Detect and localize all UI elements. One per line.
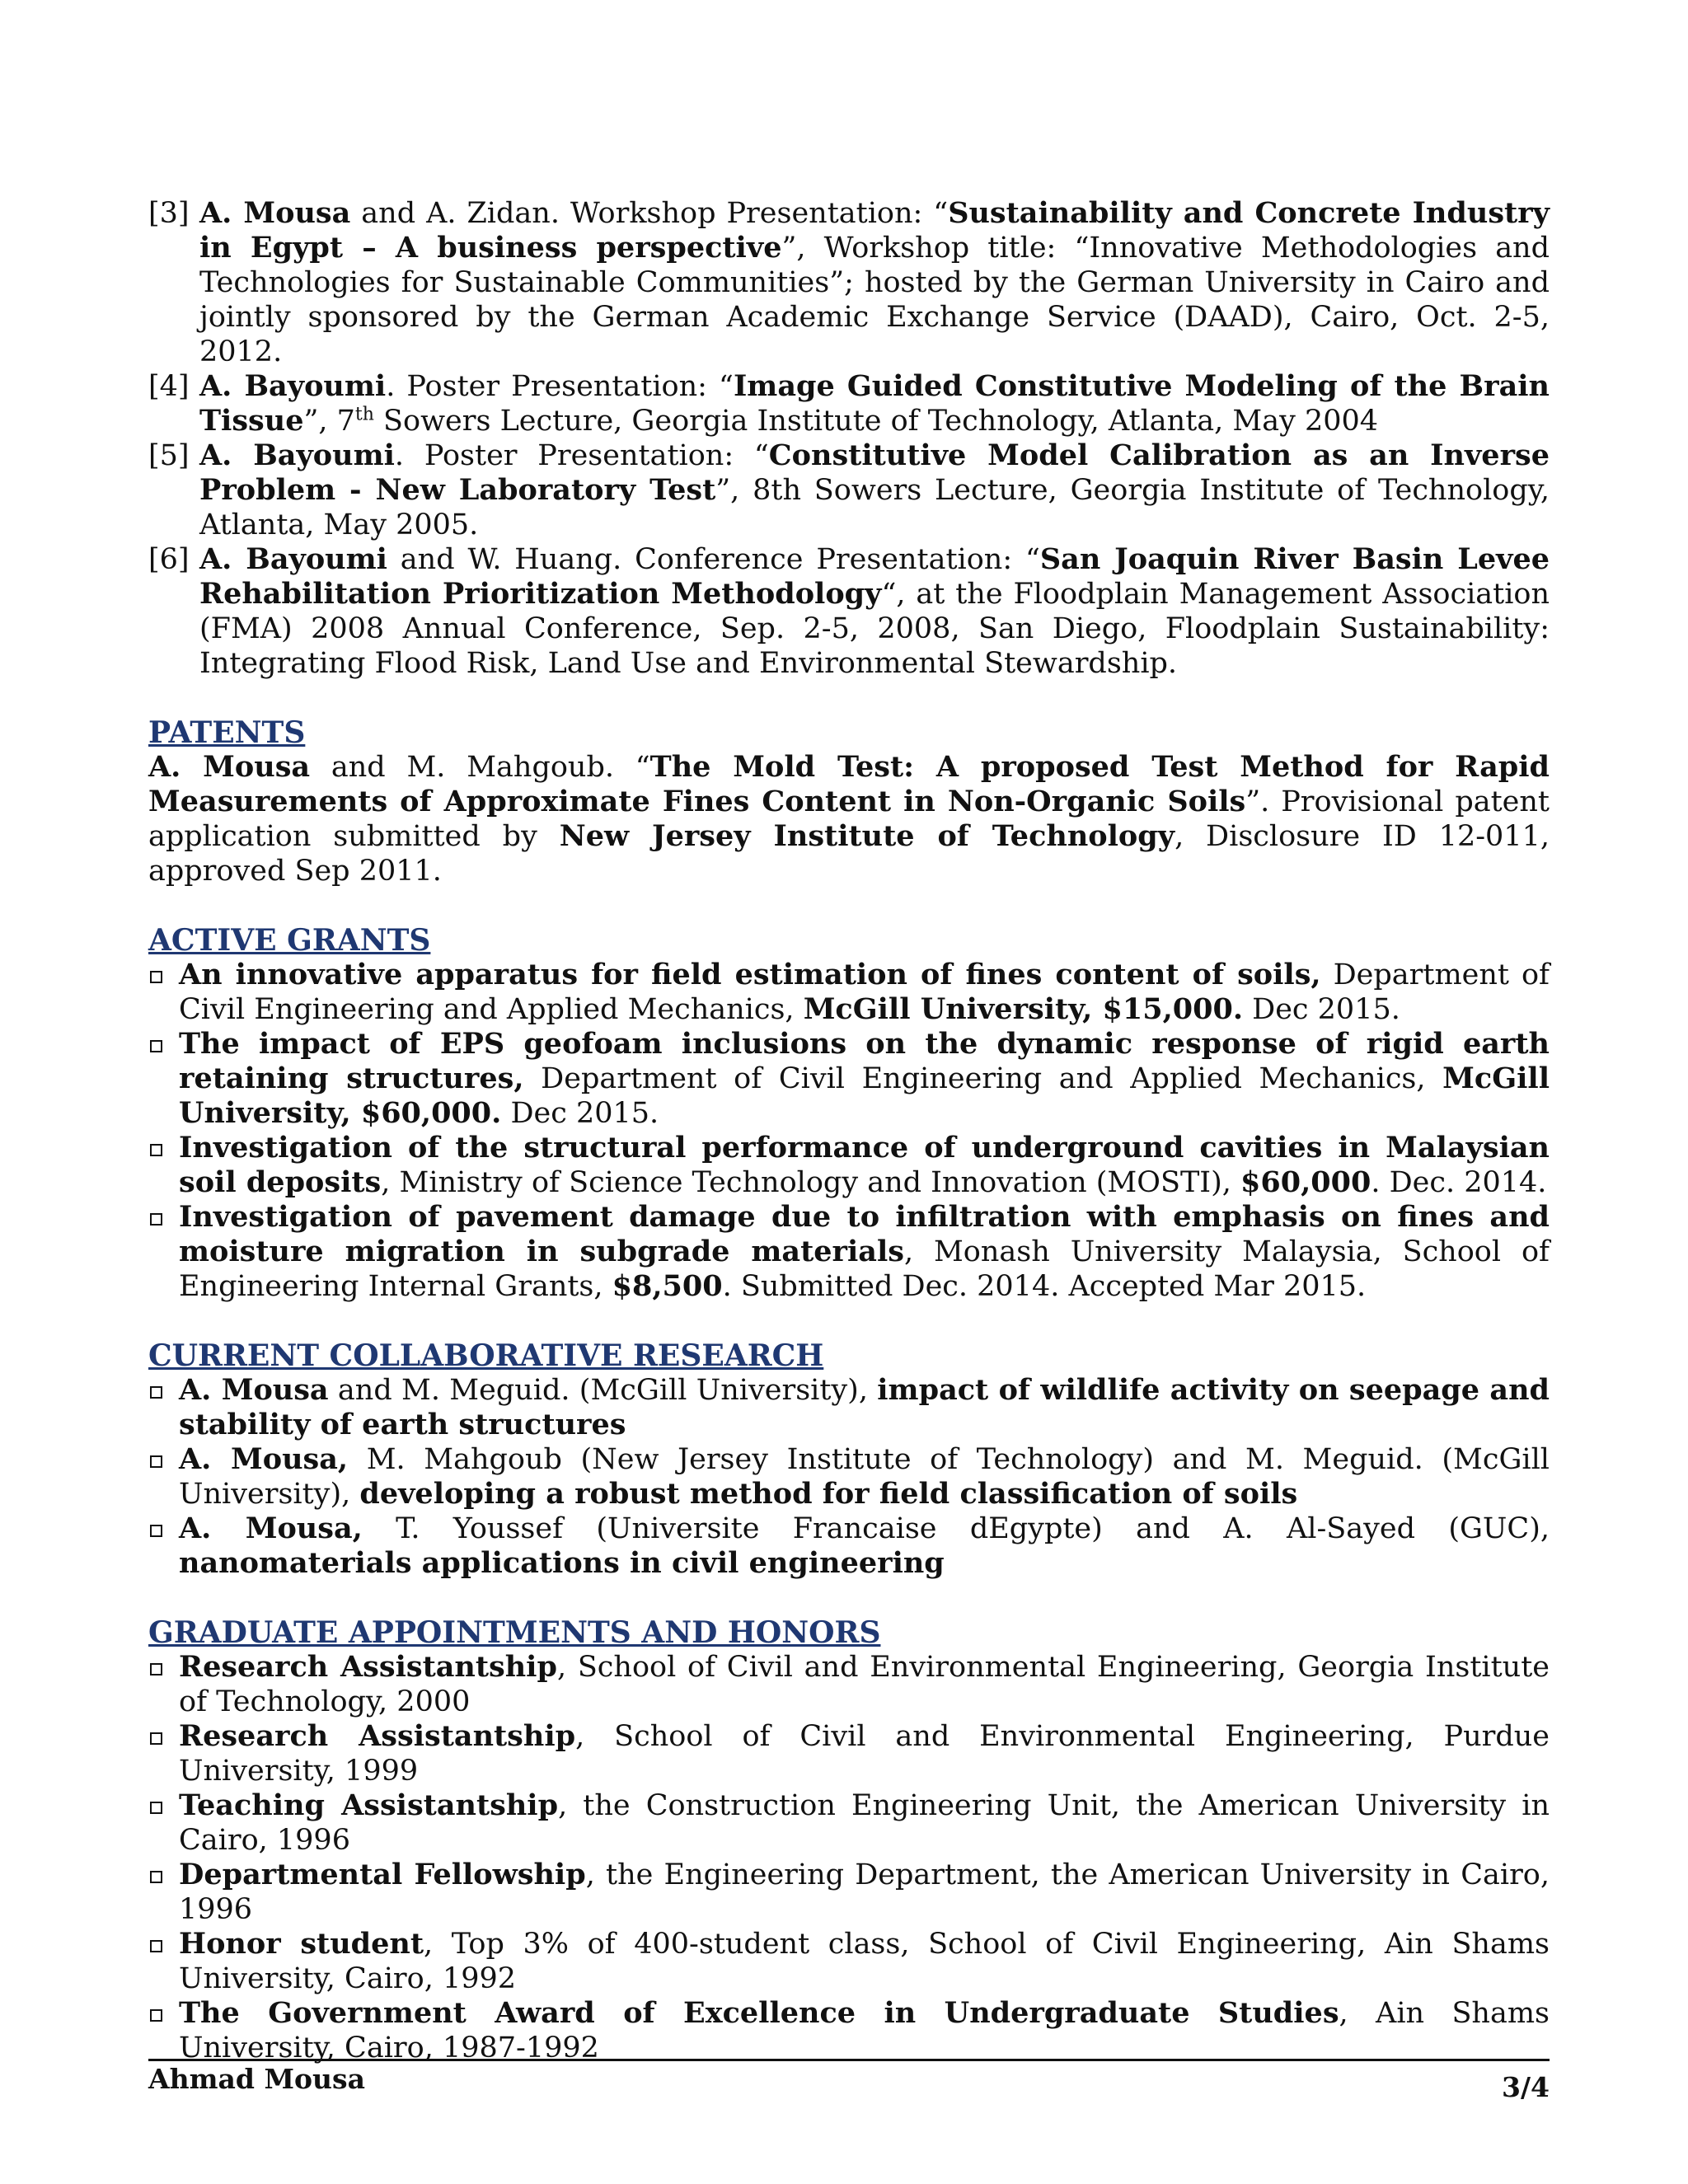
square-bullet-icon (150, 1940, 162, 1952)
entry-text (199, 542, 1550, 681)
text-run: . Poster Presentation: “ (394, 439, 769, 472)
bold-text: An innovative apparatus for field estimation of fines content of soils, (179, 958, 1321, 991)
bold-text: Investigation of the structural performance of underground cavities in Malaysian soil deposits (179, 1131, 1550, 1199)
list-item (148, 1858, 1550, 1927)
section-heading: CURRENT COLLABORATIVE RESEARCH (148, 1338, 824, 1373)
bold-text: The Mold Test: A proposed Test Method for Rapid Measurements of Approximate Fines Content in Non-Organic Soils (148, 750, 1550, 818)
text-run: , the Construction Engineering Unit, the American University in Cairo, 1996 (179, 1789, 1550, 1857)
text-run: . Submitted Dec. 2014. Accepted Mar 2015. (722, 1270, 1367, 1303)
text-run: Dec 2015. (501, 1097, 659, 1130)
text-run: Dec 2015. (1243, 993, 1400, 1026)
text-run: and W. Huang. Conference Presentation: “ (387, 543, 1040, 576)
text-run: ”, 7 (303, 405, 355, 438)
bold-text: McGill University, $60,000. (179, 1062, 1550, 1130)
section-current-collaborative-research (148, 1338, 1550, 1581)
entry-number: [4] (148, 370, 190, 403)
bold-text: A. Bayoumi (199, 438, 395, 472)
bold-text: San Joaquin River Basin Levee Rehabilitation Prioritization Methodology (199, 542, 1550, 611)
bold-text: Teaching Assistantship (179, 1788, 559, 1822)
presentation-entry (148, 438, 1550, 542)
text-run: “, at the Floodplain Management Association (FMA) 2008 Annual Conference, Sep. 2-5, 2008, San Diego, Floodplain Sustainability: Integrating Flood Risk, Land Use and Environmental Stewardship. (199, 578, 1550, 680)
list-item (148, 1788, 1550, 1858)
bold-text: Image Guided Constitutive Modeling of the Brain Tissue (199, 369, 1550, 438)
entry-text (199, 369, 1550, 438)
text-run: ”, 8th Sowers Lecture, Georgia Institute of Technology, Atlanta, May 2005. (199, 474, 1550, 541)
entry-number: [6] (148, 543, 190, 576)
presentations-list (148, 196, 1550, 681)
square-bullet-icon (150, 1144, 162, 1156)
bold-text: McGill University, $15,000. (803, 992, 1244, 1026)
section-patents (148, 715, 1550, 888)
bold-text: $60,000 (1240, 1165, 1372, 1199)
list-item (148, 1442, 1550, 1511)
text-run: , the Engineering Department, the American University in Cairo, 1996 (179, 1858, 1550, 1926)
text-run: , School of Civil and Environmental Engineering, Purdue University, 1999 (179, 1720, 1550, 1788)
bold-text: The impact of EPS geofoam inclusions on the dynamic response of rigid earth retaining structures, (179, 1027, 1550, 1095)
square-bullet-icon (150, 1732, 162, 1745)
text-run: , Ain Shams University, Cairo, 1987-1992 (179, 1997, 1550, 2064)
square-bullet-icon (150, 1213, 162, 1226)
bold-text: developing a robust method for field classification of soils (359, 1477, 1298, 1511)
bold-text: Investigation of pavement damage due to infiltration with emphasis on fines and moisture migration in subgrade materials (179, 1200, 1550, 1268)
text-run: T. Youssef (Universite Francaise dEgypte) and A. Al-Sayed (GUC), (362, 1512, 1550, 1545)
list-item (148, 1131, 1550, 1200)
entry-text (199, 438, 1550, 542)
bullet-list (148, 1650, 1550, 2065)
bold-text: Honor student (179, 1927, 424, 1961)
square-bullet-icon (150, 1040, 162, 1052)
text-run: Sowers Lecture, Georgia Institute of Technology, Atlanta, May 2004 (373, 405, 1379, 438)
bullet-list (148, 1373, 1550, 1581)
page-content (148, 196, 1550, 2065)
list-item (148, 1927, 1550, 1996)
list-item (148, 1996, 1550, 2065)
list-item (148, 1200, 1550, 1304)
bold-text: impact of wildlife activity on seepage and stability of earth structures (179, 1373, 1550, 1441)
text-run: and A. Zidan. Workshop Presentation: “ (350, 197, 949, 230)
list-item (148, 958, 1550, 1027)
square-bullet-icon (150, 1386, 162, 1399)
bold-text: $8,500 (612, 1269, 723, 1303)
bold-text: Research Assistantship (179, 1650, 557, 1684)
footer-author-name: Ahmad Mousa (148, 2063, 365, 2095)
text-run: and M. Mahgoub. “ (310, 751, 650, 784)
text-run: ”, Workshop title: “Innovative Methodologies and Technologies for Sustainable Communities”; hosted by the German University in Cairo and jointly sponsored by the German Academic Exchange Service (DAAD), Cairo, Oct. 2-5, 2012. (199, 232, 1550, 368)
section-heading: GRADUATE APPOINTMENTS AND HONORS (148, 1615, 881, 1650)
bullet-list (148, 958, 1550, 1304)
list-item (148, 1719, 1550, 1788)
entry-number: [3] (148, 197, 190, 230)
bold-text: Constitutive Model Calibration as an Inverse Problem - New Laboratory Test (199, 438, 1550, 507)
square-bullet-icon (150, 1802, 162, 1814)
footer-page-number: 3/4 (1502, 2071, 1550, 2103)
text-run: M. Mahgoub (New Jersey Institute of Technology) and M. Meguid. (McGill University), (179, 1443, 1550, 1511)
bold-text: A. Mousa (199, 196, 351, 230)
text-run: . Dec. 2014. (1371, 1166, 1547, 1199)
section-graduate-appointments-and-honors (148, 1615, 1550, 2065)
bold-text: nanomaterials applications in civil engineering (179, 1546, 945, 1580)
bold-text: A. Mousa (179, 1373, 329, 1407)
bold-text: Departmental Fellowship (179, 1858, 586, 1891)
text-run: Department of Civil Engineering and Applied Mechanics, (179, 958, 1550, 1026)
square-bullet-icon (150, 1525, 162, 1537)
text-run: Department of Civil Engineering and Applied Mechanics, (523, 1062, 1443, 1095)
presentation-entry (148, 369, 1550, 438)
section-heading: ACTIVE GRANTS (148, 923, 431, 958)
bold-text: A. Bayoumi (199, 542, 387, 576)
text-run: , Disclosure ID 12-011, approved Sep 2011. (148, 820, 1550, 888)
square-bullet-icon (150, 971, 162, 983)
bold-text: A. Mousa (148, 750, 311, 784)
superscript-text: th (354, 404, 374, 425)
list-item (148, 1650, 1550, 1719)
text-run: , Monash University Malaysia, School of Engineering Internal Grants, (179, 1235, 1550, 1303)
bold-text: New Jersey Institute of Technology (559, 819, 1175, 853)
bold-text: A. Mousa, (179, 1511, 363, 1545)
sections-container (148, 715, 1550, 2065)
section-active-grants (148, 923, 1550, 1304)
presentation-entry (148, 542, 1550, 681)
section-paragraph (148, 750, 1550, 888)
text-run: and M. Meguid. (McGill University), (328, 1374, 878, 1407)
bold-text: The Government Award of Excellence in Undergraduate Studies (179, 1996, 1339, 2030)
square-bullet-icon (150, 1663, 162, 1675)
text-run: ”. Provisional patent application submitted by (148, 785, 1550, 853)
section-heading: PATENTS (148, 715, 306, 750)
square-bullet-icon (150, 1455, 162, 1468)
square-bullet-icon (150, 1871, 162, 1883)
bold-text: A. Mousa, (179, 1442, 349, 1476)
list-item (148, 1027, 1550, 1131)
list-item (148, 1373, 1550, 1442)
bold-text: A. Bayoumi (199, 369, 387, 403)
presentation-entry (148, 196, 1550, 369)
bold-text: Sustainability and Concrete Industry in Egypt – A business perspective (199, 196, 1550, 265)
bold-text: Research Assistantship (179, 1719, 576, 1753)
square-bullet-icon (150, 2009, 162, 2022)
text-run: , Ministry of Science Technology and Innovation (MOSTI), (381, 1166, 1241, 1199)
entry-number: [5] (148, 439, 190, 472)
page-footer (148, 2059, 1550, 2103)
entry-text (199, 196, 1550, 369)
text-run: , Top 3% of 400-student class, School of Civil Engineering, Ain Shams University, Cairo, 1992 (179, 1928, 1550, 1995)
list-item (148, 1511, 1550, 1581)
text-run: . Poster Presentation: “ (386, 370, 734, 403)
text-run: , School of Civil and Environmental Engineering, Georgia Institute of Technology, 2000 (179, 1651, 1550, 1718)
